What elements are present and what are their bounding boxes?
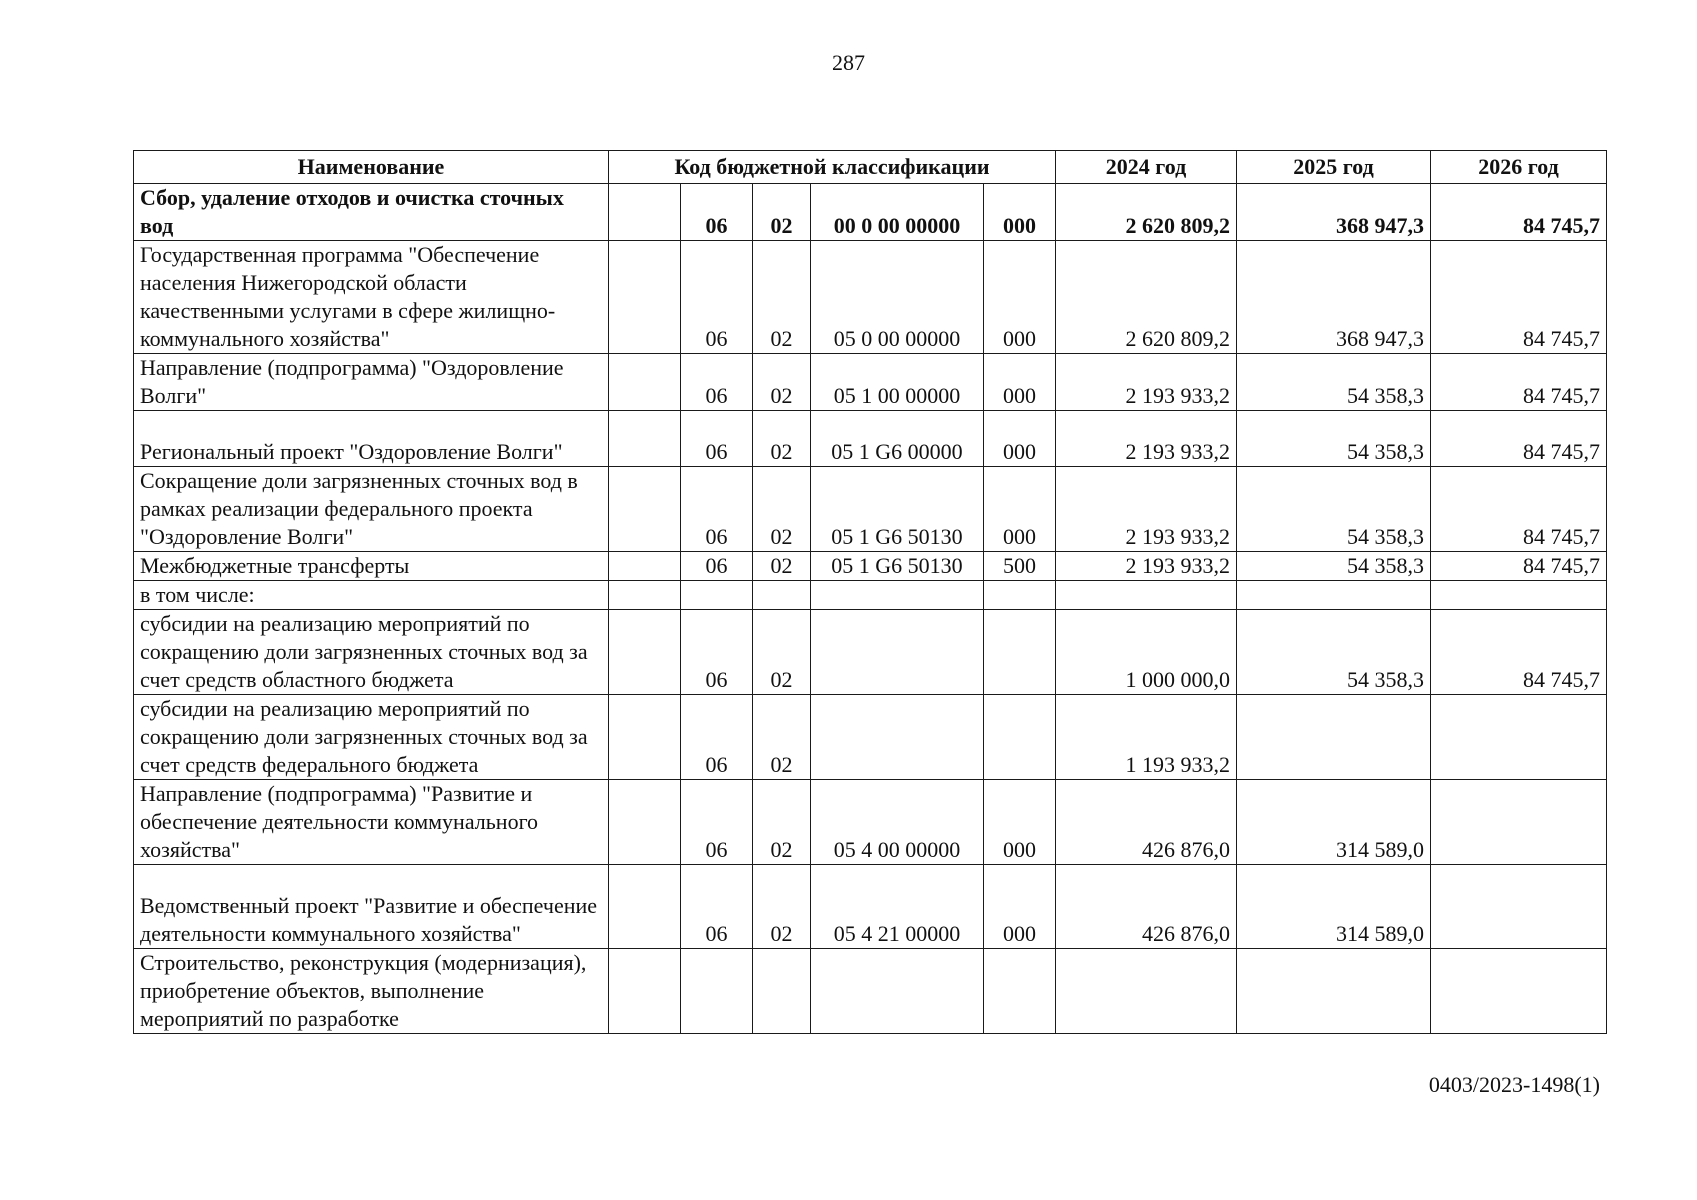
row-name: субсидии на реализацию мероприятий по сокращению доли загрязненных сточных вод за счет средств областного бюджета [134, 610, 609, 695]
row-code-empty [609, 411, 681, 467]
row-2026: 84 745,7 [1431, 241, 1607, 354]
row-target-article: 05 1 G6 00000 [811, 411, 984, 467]
table-row [134, 354, 1607, 411]
row-code-empty [609, 581, 681, 610]
row-section [681, 949, 753, 1034]
row-2026 [1431, 865, 1607, 949]
row-2024 [1056, 949, 1237, 1034]
row-name: субсидии на реализацию мероприятий по сокращению доли загрязненных сточных вод за счет средств федерального бюджета [134, 695, 609, 780]
header-2026: 2026 год [1431, 151, 1607, 184]
row-name: Ведомственный проект "Развитие и обеспечение деятельности коммунального хозяйства" [134, 865, 609, 949]
row-code-empty [609, 610, 681, 695]
row-2025: 314 589,0 [1237, 865, 1431, 949]
row-2025: 54 358,3 [1237, 552, 1431, 581]
row-target-article [811, 610, 984, 695]
row-subsection: 02 [753, 780, 811, 865]
row-2025: 54 358,3 [1237, 354, 1431, 411]
header-2025: 2025 год [1237, 151, 1431, 184]
row-section: 06 [681, 695, 753, 780]
row-subsection: 02 [753, 411, 811, 467]
row-section: 06 [681, 552, 753, 581]
table-row [134, 184, 1607, 241]
row-subsection: 02 [753, 552, 811, 581]
row-target-article [811, 695, 984, 780]
budget-table [133, 150, 1607, 1034]
row-2024: 426 876,0 [1056, 780, 1237, 865]
row-expense-type: 000 [984, 411, 1056, 467]
row-subsection: 02 [753, 184, 811, 241]
row-2026 [1431, 780, 1607, 865]
row-subsection [753, 581, 811, 610]
row-target-article: 00 0 00 00000 [811, 184, 984, 241]
row-expense-type: 000 [984, 780, 1056, 865]
row-target-article: 05 4 00 00000 [811, 780, 984, 865]
row-code-empty [609, 552, 681, 581]
header-row [134, 151, 1607, 184]
row-2025 [1237, 949, 1431, 1034]
row-code-empty [609, 865, 681, 949]
header-code: Код бюджетной классификации [609, 151, 1056, 184]
row-code-empty [609, 184, 681, 241]
page-number: 287 [832, 50, 865, 75]
row-target-article: 05 1 00 00000 [811, 354, 984, 411]
row-2025: 54 358,3 [1237, 467, 1431, 552]
row-expense-type: 500 [984, 552, 1056, 581]
row-target-article: 05 0 00 00000 [811, 241, 984, 354]
row-2024: 2 620 809,2 [1056, 184, 1237, 241]
table-row [134, 865, 1607, 949]
row-subsection: 02 [753, 865, 811, 949]
row-expense-type: 000 [984, 865, 1056, 949]
row-expense-type: 000 [984, 467, 1056, 552]
row-code-empty [609, 780, 681, 865]
table-row [134, 552, 1607, 581]
row-2024: 2 193 933,2 [1056, 552, 1237, 581]
row-code-empty [609, 354, 681, 411]
row-name: Межбюджетные трансферты [134, 552, 609, 581]
row-2026: 84 745,7 [1431, 610, 1607, 695]
row-name: Государственная программа "Обеспечение населения Нижегородской области качественными услугами в сфере жилищно-коммунального хозяйства" [134, 241, 609, 354]
row-expense-type [984, 610, 1056, 695]
row-section: 06 [681, 780, 753, 865]
row-name: Направление (подпрограмма) "Оздоровление Волги" [134, 354, 609, 411]
row-2024: 1 000 000,0 [1056, 610, 1237, 695]
row-expense-type: 000 [984, 184, 1056, 241]
row-expense-type: 000 [984, 241, 1056, 354]
row-target-article [811, 949, 984, 1034]
row-expense-type [984, 581, 1056, 610]
row-name: Направление (подпрограмма) "Развитие и обеспечение деятельности коммунального хозяйства" [134, 780, 609, 865]
row-2025: 368 947,3 [1237, 184, 1431, 241]
row-2025: 368 947,3 [1237, 241, 1431, 354]
row-expense-type [984, 695, 1056, 780]
row-2025: 54 358,3 [1237, 610, 1431, 695]
row-section: 06 [681, 865, 753, 949]
row-2026: 84 745,7 [1431, 354, 1607, 411]
row-subsection: 02 [753, 467, 811, 552]
row-2026: 84 745,7 [1431, 184, 1607, 241]
table-row [134, 780, 1607, 865]
row-section: 06 [681, 354, 753, 411]
row-2026: 84 745,7 [1431, 467, 1607, 552]
row-2026: 84 745,7 [1431, 552, 1607, 581]
row-subsection: 02 [753, 354, 811, 411]
row-code-empty [609, 467, 681, 552]
row-2024: 426 876,0 [1056, 865, 1237, 949]
row-name: Сокращение доли загрязненных сточных вод в рамках реализации федерального проекта "Оздоровление Волги" [134, 467, 609, 552]
row-2026 [1431, 695, 1607, 780]
row-target-article [811, 581, 984, 610]
row-2024 [1056, 581, 1237, 610]
row-2026: 84 745,7 [1431, 411, 1607, 467]
row-target-article: 05 1 G6 50130 [811, 467, 984, 552]
row-section: 06 [681, 411, 753, 467]
row-subsection [753, 949, 811, 1034]
row-section: 06 [681, 610, 753, 695]
row-2025 [1237, 695, 1431, 780]
row-target-article: 05 1 G6 50130 [811, 552, 984, 581]
row-section: 06 [681, 467, 753, 552]
row-target-article: 05 4 21 00000 [811, 865, 984, 949]
table-row [134, 610, 1607, 695]
row-section: 06 [681, 241, 753, 354]
row-name: Строительство, реконструкция (модернизация), приобретение объектов, выполнение мероприятий по разработке [134, 949, 609, 1034]
header-name: Наименование [134, 151, 609, 184]
row-2026 [1431, 949, 1607, 1034]
row-2026 [1431, 581, 1607, 610]
table-row [134, 949, 1607, 1034]
row-subsection: 02 [753, 610, 811, 695]
row-2025: 54 358,3 [1237, 411, 1431, 467]
row-name: Региональный проект "Оздоровление Волги" [134, 411, 609, 467]
header-2024: 2024 год [1056, 151, 1237, 184]
row-subsection: 02 [753, 695, 811, 780]
row-2024: 2 193 933,2 [1056, 354, 1237, 411]
table-row [134, 411, 1607, 467]
row-section [681, 581, 753, 610]
row-subsection: 02 [753, 241, 811, 354]
row-2024: 2 620 809,2 [1056, 241, 1237, 354]
row-name: в том числе: [134, 581, 609, 610]
table-row [134, 241, 1607, 354]
row-2024: 1 193 933,2 [1056, 695, 1237, 780]
row-code-empty [609, 949, 681, 1034]
table-row [134, 467, 1607, 552]
row-code-empty [609, 241, 681, 354]
row-section: 06 [681, 184, 753, 241]
row-expense-type [984, 949, 1056, 1034]
row-expense-type: 000 [984, 354, 1056, 411]
row-name: Сбор, удаление отходов и очистка сточных вод [134, 184, 609, 241]
row-2025 [1237, 581, 1431, 610]
row-code-empty [609, 695, 681, 780]
table-row [134, 581, 1607, 610]
row-2025: 314 589,0 [1237, 780, 1431, 865]
row-2024: 2 193 933,2 [1056, 411, 1237, 467]
document-code: 0403/2023-1498(1) [1428, 1072, 1600, 1097]
row-2024: 2 193 933,2 [1056, 467, 1237, 552]
table-row [134, 695, 1607, 780]
